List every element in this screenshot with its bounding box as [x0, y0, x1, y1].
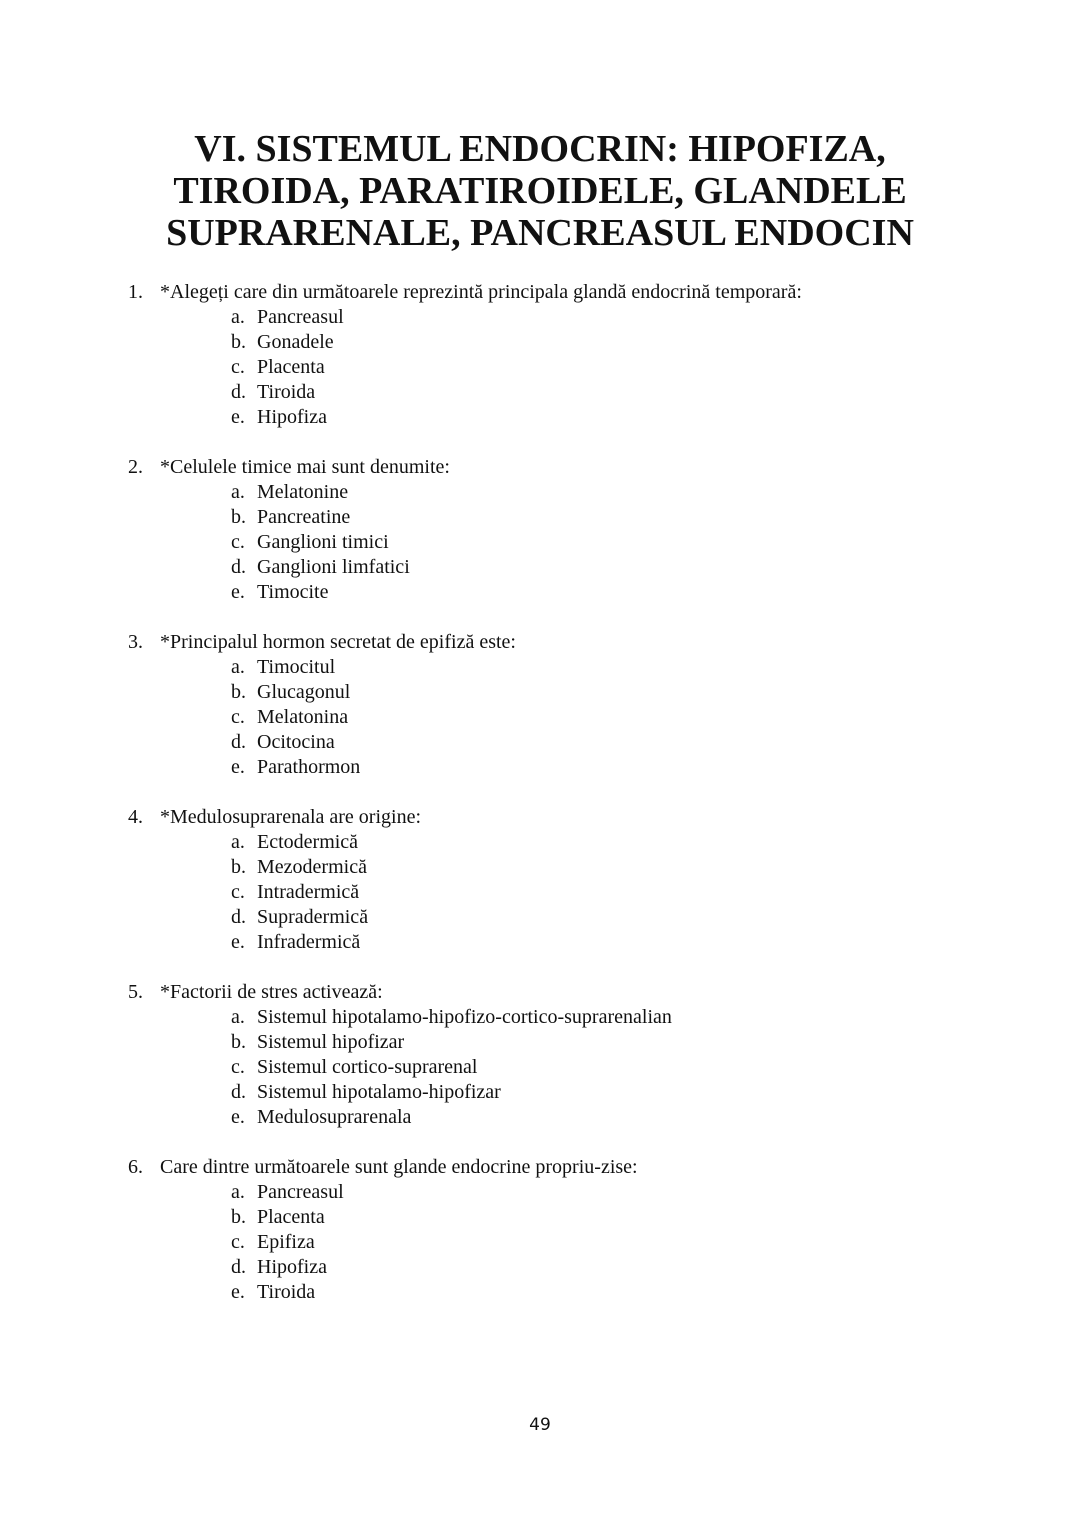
- answer-option: [231, 405, 988, 430]
- answer-option: [231, 480, 988, 505]
- option-letter: d.: [231, 906, 246, 928]
- answer-option: [231, 755, 988, 780]
- question-header: [128, 280, 988, 305]
- answer-options: [231, 305, 988, 430]
- answer-option: [231, 855, 988, 880]
- answer-option: [231, 880, 988, 905]
- option-text: Tiroida: [257, 381, 316, 403]
- answer-option: [231, 1255, 988, 1280]
- page-number: 49: [529, 1415, 551, 1435]
- answer-option: [231, 1280, 988, 1305]
- answer-option: [231, 355, 988, 380]
- question-text: *Principalul hormon secretat de epifiză este:: [160, 631, 516, 653]
- question-3: [128, 630, 988, 780]
- answer-option: [231, 930, 988, 955]
- answer-options: [231, 480, 988, 605]
- answer-option: [231, 555, 988, 580]
- answer-option: [231, 330, 988, 355]
- option-letter: e.: [231, 756, 245, 778]
- option-letter: d.: [231, 556, 246, 578]
- option-text: Ectodermică: [257, 831, 359, 853]
- option-letter: c.: [231, 881, 245, 903]
- answer-option: [231, 1055, 988, 1080]
- answer-option: [231, 680, 988, 705]
- option-text: Epifiza: [257, 1231, 315, 1253]
- option-text: Placenta: [257, 356, 325, 378]
- question-header: [128, 630, 988, 655]
- answer-option: [231, 380, 988, 405]
- question-number: 4.: [128, 806, 143, 828]
- option-letter: b.: [231, 856, 246, 878]
- answer-option: [231, 305, 988, 330]
- option-text: Gonadele: [257, 331, 334, 353]
- option-text: Supradermică: [257, 906, 369, 928]
- answer-options: [231, 1180, 988, 1305]
- answer-option: [231, 1180, 988, 1205]
- option-letter: d.: [231, 1256, 246, 1278]
- answer-options: [231, 830, 988, 955]
- option-text: Pancreatine: [257, 506, 351, 528]
- answer-option: [231, 1080, 988, 1105]
- option-text: Sistemul hipotalamo-hipofizar: [257, 1081, 501, 1103]
- question-number: 6.: [128, 1156, 143, 1178]
- question-number: 2.: [128, 456, 143, 478]
- question-text: *Medulosuprarenala are origine:: [160, 806, 422, 828]
- answer-option: [231, 905, 988, 930]
- answer-option: [231, 655, 988, 680]
- option-text: Medulosuprarenala: [257, 1106, 412, 1128]
- option-text: Hipofiza: [257, 1256, 327, 1278]
- option-text: Hipofiza: [257, 406, 327, 428]
- question-text: *Factorii de stres activează:: [160, 981, 383, 1003]
- question-header: [128, 980, 988, 1005]
- option-text: Ocitocina: [257, 731, 335, 753]
- question-list: [128, 280, 988, 1330]
- option-letter: a.: [231, 656, 245, 678]
- answer-options: [231, 1005, 988, 1130]
- option-text: Timocite: [257, 581, 329, 603]
- answer-option: [231, 830, 988, 855]
- option-text: Parathormon: [257, 756, 361, 778]
- option-letter: b.: [231, 681, 246, 703]
- answer-option: [231, 1205, 988, 1230]
- question-header: [128, 1155, 988, 1180]
- question-number: 3.: [128, 631, 143, 653]
- option-text: Pancreasul: [257, 306, 344, 328]
- question-6: [128, 1155, 988, 1305]
- option-letter: e.: [231, 1106, 245, 1128]
- question-text: Care dintre următoarele sunt glande endocrine propriu-zise:: [160, 1156, 638, 1178]
- option-text: Mezodermică: [257, 856, 367, 878]
- option-letter: d.: [231, 381, 246, 403]
- option-text: Melatonine: [257, 481, 349, 503]
- option-text: Tiroida: [257, 1281, 316, 1303]
- question-5: [128, 980, 988, 1130]
- option-letter: a.: [231, 831, 245, 853]
- option-text: Sistemul cortico-suprarenal: [257, 1056, 478, 1078]
- chapter-title-line: SUPRARENALE, PANCREASUL ENDOCIN: [166, 212, 914, 254]
- question-text: *Alegeți care din următoarele reprezintă principala glandă endocrină temporară:: [160, 281, 802, 303]
- option-letter: d.: [231, 1081, 246, 1103]
- option-letter: a.: [231, 481, 245, 503]
- question-number: 5.: [128, 981, 143, 1003]
- option-letter: e.: [231, 931, 245, 953]
- option-text: Timocitul: [257, 656, 336, 678]
- option-text: Pancreasul: [257, 1181, 344, 1203]
- question-4: [128, 805, 988, 955]
- answer-option: [231, 1005, 988, 1030]
- option-letter: c.: [231, 1231, 245, 1253]
- option-text: Intradermică: [257, 881, 360, 903]
- answer-option: [231, 705, 988, 730]
- answer-option: [231, 730, 988, 755]
- option-text: Sistemul hipotalamo-hipofizo-cortico-suprarenalian: [257, 1006, 672, 1028]
- option-letter: c.: [231, 706, 245, 728]
- option-letter: c.: [231, 356, 245, 378]
- chapter-title-line: VI. SISTEMUL ENDOCRIN: HIPOFIZA,: [194, 128, 886, 170]
- option-letter: d.: [231, 731, 246, 753]
- option-text: Melatonina: [257, 706, 349, 728]
- option-letter: b.: [231, 1206, 246, 1228]
- question-header: [128, 805, 988, 830]
- option-text: Infradermică: [257, 931, 361, 953]
- option-letter: b.: [231, 331, 246, 353]
- answer-option: [231, 1030, 988, 1055]
- option-text: Sistemul hipofizar: [257, 1031, 405, 1053]
- option-letter: c.: [231, 1056, 245, 1078]
- answer-options: [231, 655, 988, 780]
- question-header: [128, 455, 988, 480]
- question-2: [128, 455, 988, 605]
- option-letter: a.: [231, 1006, 245, 1028]
- answer-option: [231, 530, 988, 555]
- option-letter: b.: [231, 1031, 246, 1053]
- answer-option: [231, 1105, 988, 1130]
- answer-option: [231, 580, 988, 605]
- option-letter: a.: [231, 1181, 245, 1203]
- question-text: *Celulele timice mai sunt denumite:: [160, 456, 450, 478]
- answer-option: [231, 505, 988, 530]
- option-letter: a.: [231, 306, 245, 328]
- option-text: Ganglioni timici: [257, 531, 389, 553]
- option-text: Glucagonul: [257, 681, 351, 703]
- answer-option: [231, 1230, 988, 1255]
- question-number: 1.: [128, 281, 143, 303]
- option-text: Placenta: [257, 1206, 325, 1228]
- chapter-title: [0, 128, 1080, 254]
- option-letter: b.: [231, 506, 246, 528]
- option-letter: e.: [231, 1281, 245, 1303]
- option-text: Ganglioni limfatici: [257, 556, 410, 578]
- option-letter: c.: [231, 531, 245, 553]
- option-letter: e.: [231, 581, 245, 603]
- chapter-title-line: TIROIDA, PARATIROIDELE, GLANDELE: [173, 170, 907, 212]
- option-letter: e.: [231, 406, 245, 428]
- question-1: [128, 280, 988, 430]
